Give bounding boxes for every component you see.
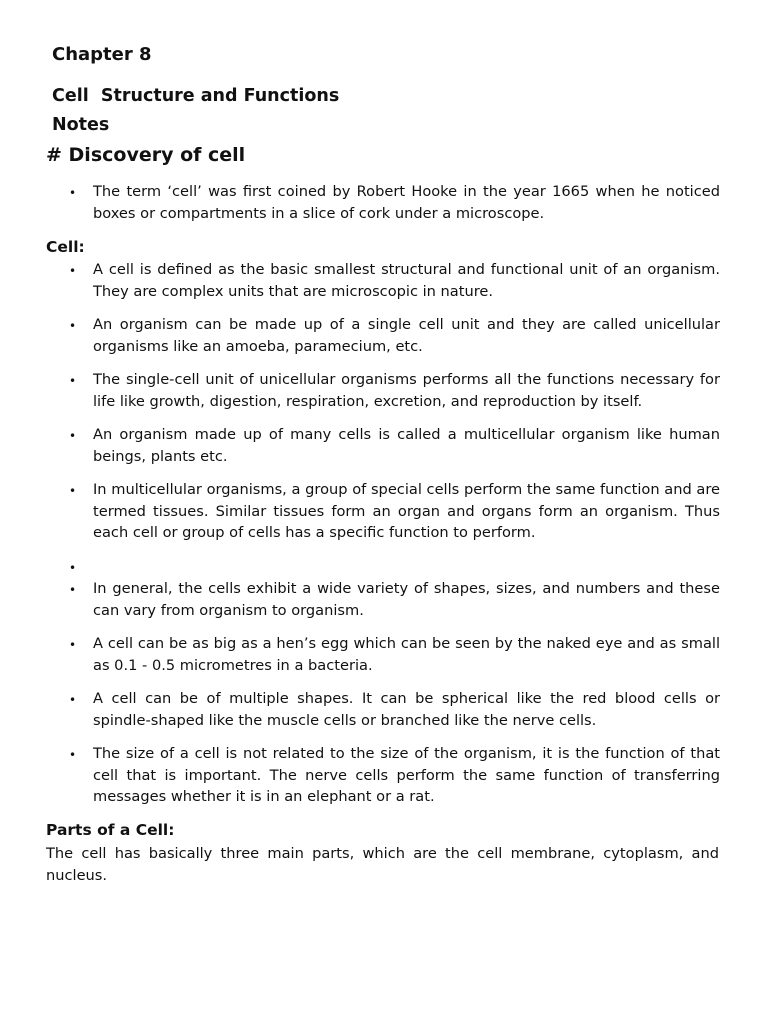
- list-item: [0, 424, 720, 467]
- cell-list: [0, 259, 720, 820]
- list-item-text: The term ‘cell’ was first coined by Robert Hooke in the year 1665 when he noticed boxes or compartments in a slice of cork under a microscope.: [93, 183, 720, 222]
- list-item-text: The single-cell unit of unicellular organisms performs all the functions necessary for life like growth, digestion, respiration, excretion, and reproduction by itself.: [93, 371, 720, 410]
- notes-label: Notes: [52, 115, 110, 135]
- list-item: [0, 688, 720, 731]
- bullet-icon: •: [69, 319, 77, 333]
- chapter-title: Cell Structure and Functions: [52, 86, 340, 106]
- list-item: [0, 314, 720, 357]
- parts-heading: Parts of a Cell:: [46, 821, 175, 839]
- list-item-text: The size of a cell is not related to the size of the organism, it is the function of that cell that is important. The nerve cells perform the same function of transferring messages whether it is in an elephant or a rat.: [93, 745, 720, 805]
- list-item-text: A cell can be of multiple shapes. It can be spherical like the red blood cells or spindle-shaped like the muscle cells or branched like the nerve cells.: [93, 690, 720, 729]
- empty-list-item: [0, 556, 720, 578]
- list-item: [0, 479, 720, 544]
- list-item: [0, 633, 720, 676]
- list-item-text: A cell is defined as the basic smallest structural and functional unit of an organism. They are complex units that are microscopic in nature.: [93, 261, 720, 300]
- bullet-icon: •: [69, 186, 77, 200]
- list-item: [0, 259, 720, 302]
- parts-paragraph: The cell has basically three main parts, which are the cell membrane, cytoplasm, and nucleus.: [46, 845, 719, 884]
- list-item-text: In multicellular organisms, a group of special cells perform the same function and are termed tissues. Similar tissues form an organ and organs form an organism. Thus each cell or group of cells has a specific function to perform.: [93, 481, 720, 541]
- bullet-icon: •: [69, 583, 77, 597]
- list-item-text: An organism can be made up of a single cell unit and they are called unicellular organisms like an amoeba, paramecium, etc.: [93, 316, 720, 355]
- discovery-heading: # Discovery of cell: [46, 144, 246, 166]
- bullet-icon: •: [69, 638, 77, 652]
- bullet-icon: •: [69, 264, 77, 278]
- list-item-text: A cell can be as big as a hen’s egg which can be seen by the naked eye and as small as 0.1 - 0.5 micrometres in a bacteria.: [93, 635, 720, 674]
- bullet-icon: •: [69, 484, 77, 498]
- cell-heading: Cell:: [46, 238, 85, 256]
- bullet-icon: •: [69, 560, 77, 575]
- bullet-icon: •: [69, 693, 77, 707]
- list-item: [0, 743, 720, 808]
- list-item-text: In general, the cells exhibit a wide variety of shapes, sizes, and numbers and these can vary from organism to organism.: [93, 580, 720, 619]
- list-item-text: An organism made up of many cells is called a multicellular organism like human beings, plants etc.: [93, 426, 720, 465]
- bullet-icon: •: [69, 748, 77, 762]
- discovery-list: [0, 181, 720, 236]
- chapter-label: Chapter 8: [52, 44, 152, 65]
- list-item: [0, 578, 720, 621]
- list-item: [0, 369, 720, 412]
- bullet-icon: •: [69, 374, 77, 388]
- bullet-icon: •: [69, 429, 77, 443]
- list-item: [0, 181, 720, 224]
